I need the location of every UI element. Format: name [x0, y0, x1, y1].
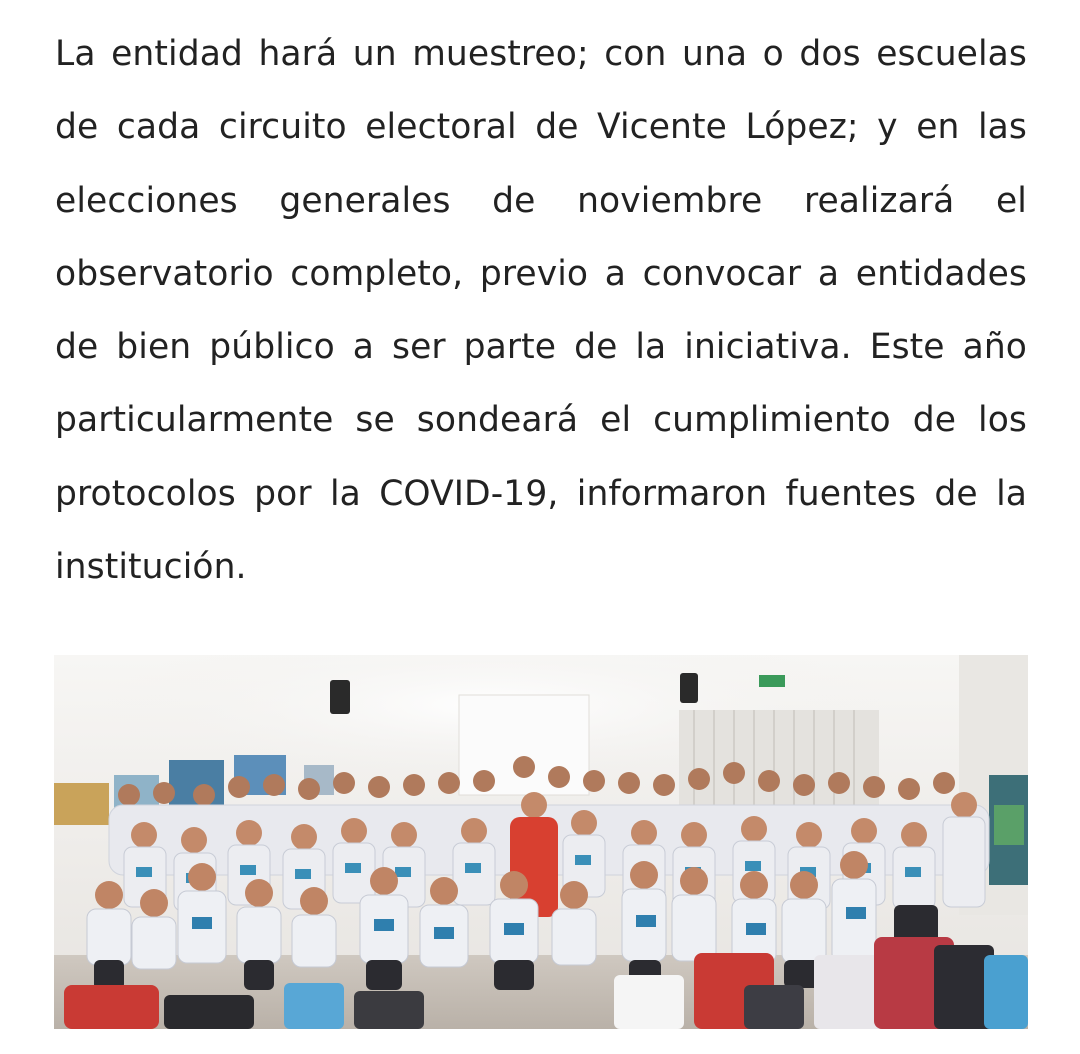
article-paragraph: La entidad hará un muestreo; con una o dos escuelas de cada circuito electoral de Vicente López; y en las elecciones generales de noviembre realizará el observatorio completo, previo a convocar a entidades de bien público a ser parte de la iniciativa. Este año particularmente se sondeará el cumplimiento de los protocolos por la COVID-19, informaron fuentes de la institución. — [55, 34, 1027, 588]
group-photo — [54, 655, 1028, 1029]
speaker-left — [330, 680, 350, 714]
exit-sign — [759, 675, 785, 687]
curtain — [679, 710, 879, 820]
speaker-right — [680, 673, 698, 703]
painting — [54, 783, 109, 825]
